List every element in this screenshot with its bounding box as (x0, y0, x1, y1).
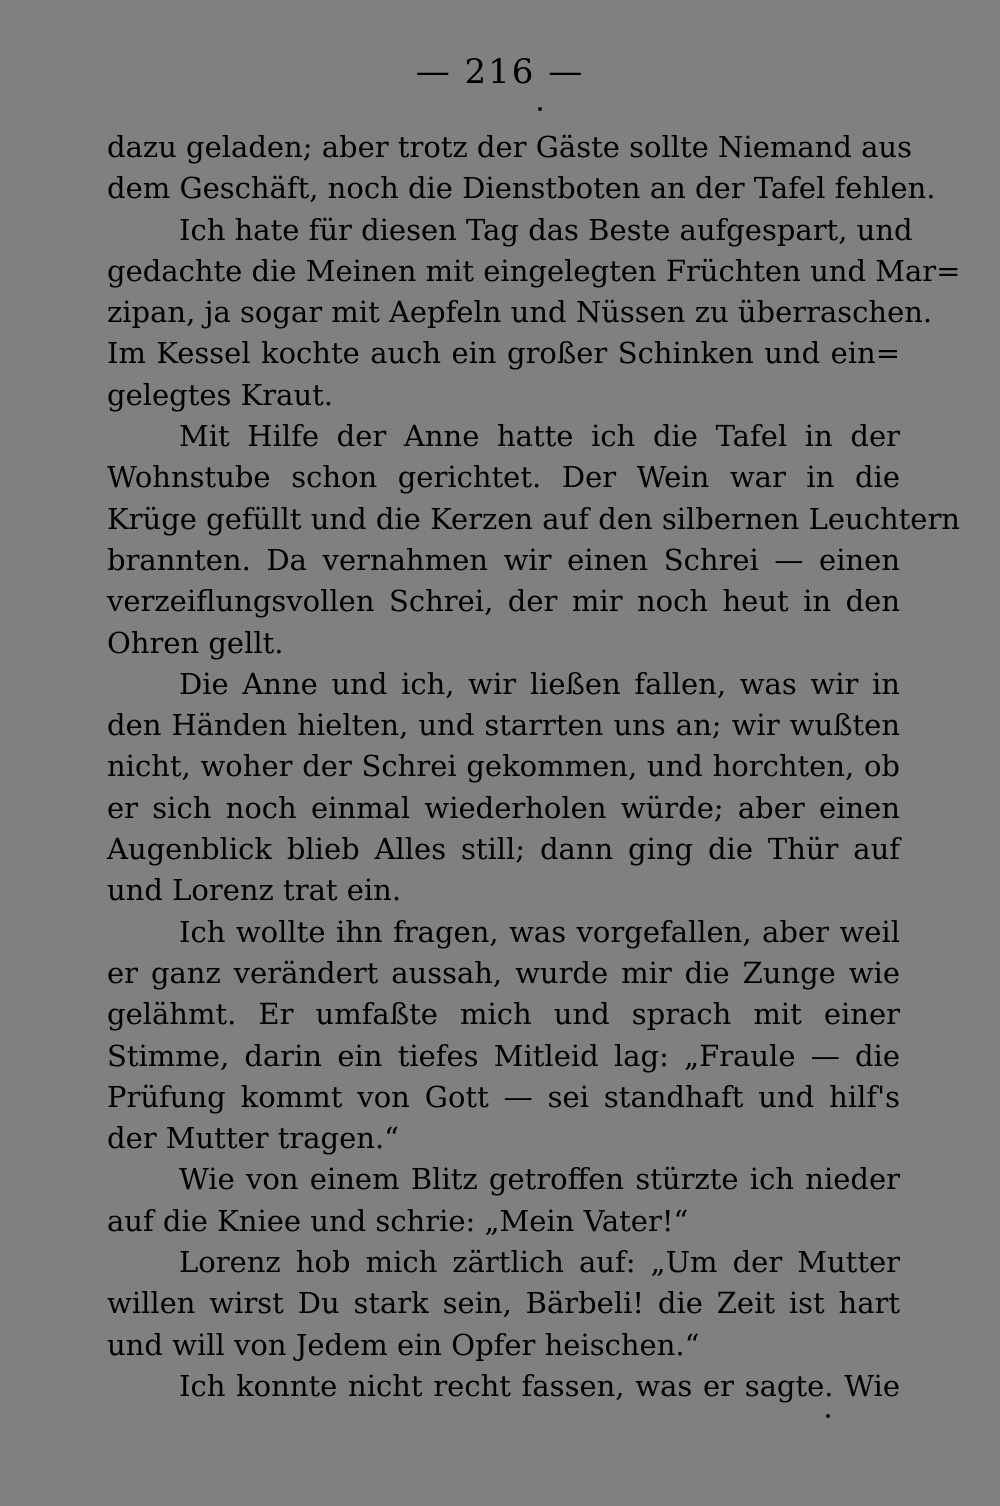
text-line: Augenblick blieb Alles still; dann ging die Thür auf (107, 832, 900, 867)
text-line: Prüfung kommt von Gott — sei standhaft und hilf's (107, 1079, 900, 1114)
text-line: gelegtes Kraut. (107, 377, 334, 412)
page-number: — 216 — (415, 52, 585, 92)
text-line: gedachte die Meinen mit eingelegten Früchten und Mar= (107, 253, 961, 288)
text-line: Wohnstube schon gerichtet. Der Wein war in die (107, 460, 900, 495)
text-line: er sich noch einmal wiederholen würde; aber einen (107, 790, 900, 825)
text-line: Wie von einem Blitz getroffen stürzte ich nieder (179, 1162, 900, 1197)
print-speck (538, 107, 542, 111)
text-line: der Mutter tragen.“ (107, 1121, 399, 1156)
text-line: Lorenz hob mich zärtlich auf: „Um der Mutter (179, 1245, 900, 1280)
body-text (107, 127, 961, 1407)
text-line: Stimme, darin ein tiefes Mitleid lag: „Fraule — die (107, 1038, 900, 1073)
text-line: er ganz verändert aussah, wurde mir die Zunge wie (107, 955, 900, 990)
text-line: Krüge gefüllt und die Kerzen auf den silbernen Leuchtern (107, 501, 960, 536)
text-line: willen wirst Du stark sein, Bärbeli! die Zeit ist hart (107, 1286, 900, 1321)
text-line: Mit Hilfe der Anne hatte ich die Tafel in der (179, 419, 900, 454)
text-line: zipan, ja sogar mit Aepfeln und Nüssen zu überraschen. (107, 295, 933, 330)
text-line: Ich konnte nicht recht fassen, was er sagte. Wie (179, 1368, 900, 1403)
text-line: brannten. Da vernahmen wir einen Schrei — einen (107, 542, 900, 577)
text-line: dazu geladen; aber trotz der Gäste sollte Niemand aus (107, 130, 912, 164)
text-line: nicht, woher der Schrei gekommen, und horchten, ob (107, 749, 900, 784)
text-line: gelähmt. Er umfaßte mich und sprach mit einer (107, 997, 900, 1032)
text-line: verzeiflungsvollen Schrei, der mir noch heut in den (107, 584, 900, 619)
text-line: Ohren gellt. (107, 625, 284, 660)
text-line: auf die Kniee und schrie: „Mein Vater!“ (107, 1203, 689, 1238)
text-line: Im Kessel kochte auch ein großer Schinken und ein= (107, 336, 900, 371)
text-line: Ich wollte ihn fragen, was vorgefallen, aber weil (179, 914, 900, 949)
text-line: den Händen hielten, und starrten uns an; wir wußten (107, 708, 900, 743)
print-speck (826, 1414, 830, 1418)
text-line: und Lorenz trat ein. (107, 873, 402, 908)
text-line: Die Anne und ich, wir ließen fallen, was wir in (179, 666, 900, 701)
text-line: dem Geschäft, noch die Dienstboten an der Tafel fehlen. (107, 171, 936, 206)
text-line: Ich hate für diesen Tag das Beste aufgespart, und (179, 212, 913, 247)
text-line: und will von Jedem ein Opfer heischen.“ (107, 1327, 700, 1362)
